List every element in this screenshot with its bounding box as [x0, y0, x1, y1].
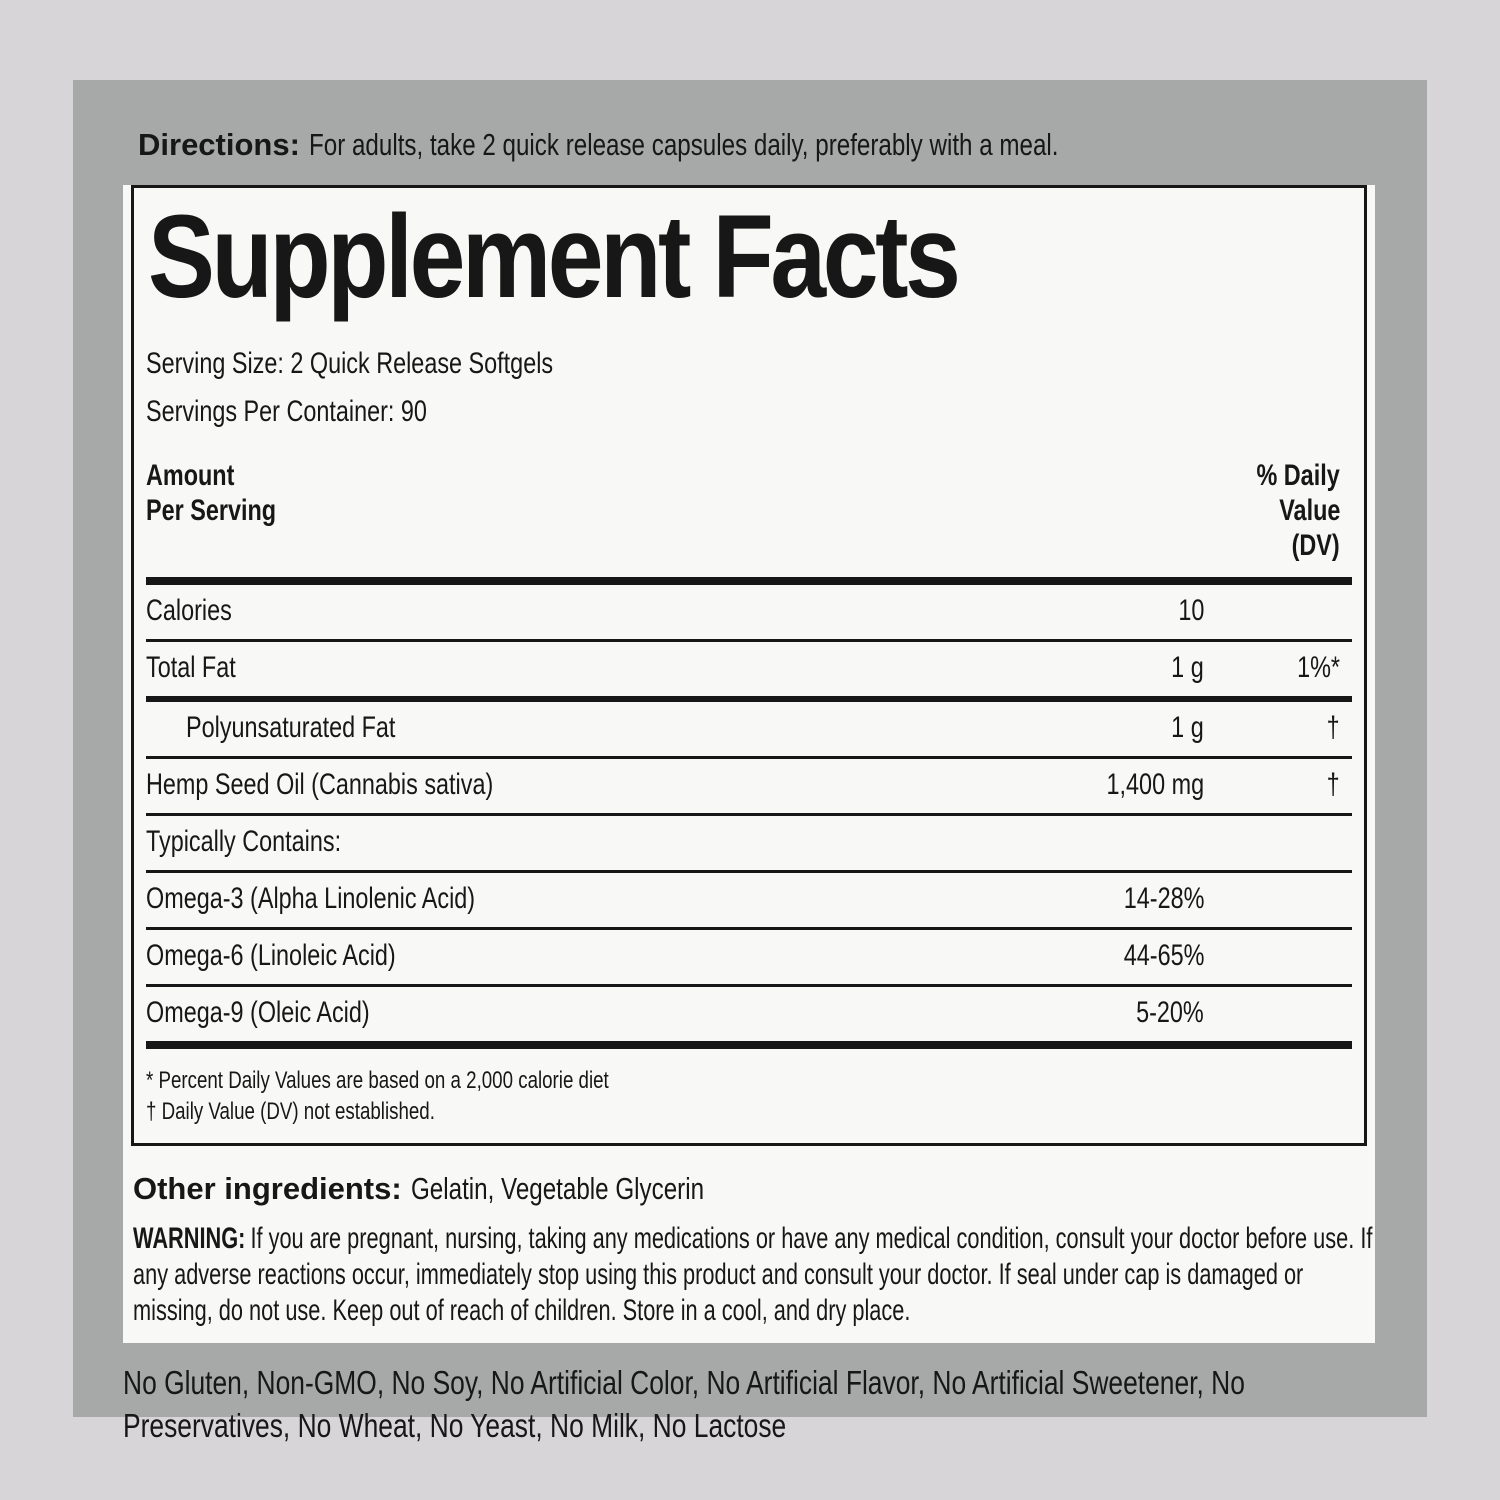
warning-text: If you are pregnant, nursing, taking any medications or have any medical condition, consult your doctor before use. If any adverse reactions occur, immediately stop using this product and consult your doctor. If seal under cap is damaged or missing, do not use. Keep out of reach of children. Store in a cool, and dry place. [133, 1222, 1373, 1327]
white-panel [123, 185, 1375, 1343]
table-row-polyunsaturated-fat: Polyunsaturated Fat 1 g † [186, 711, 1340, 744]
supplement-facts-title: Supplement Facts [148, 191, 958, 323]
directions-text: For adults, take 2 quick release capsules daily, preferably with a meal. [308, 127, 1059, 162]
servings-per-container-line: Servings Per Container: 90 [146, 395, 427, 428]
table-row-omega-3: Omega-3 (Alpha Linolenic Acid) 14-28% [146, 882, 1204, 915]
table-row-hemp-seed-oil: Hemp Seed Oil (Cannabis sativa) 1,400 mg † [146, 768, 1340, 801]
footnote-percent-dv: * Percent Daily Values are based on a 2,000 calorie diet [146, 1067, 609, 1094]
table-divider-thick [146, 1041, 1352, 1049]
label-gray-panel [73, 80, 1427, 1444]
table-row-total-fat: Total Fat 1 g 1%* [146, 651, 1340, 684]
footnotes [146, 1065, 1352, 1127]
table-row-calories: Calories 10 [146, 594, 1204, 627]
other-ingredients-line [133, 1170, 1375, 1207]
warning-label: WARNING: [133, 1222, 246, 1255]
claims-text: No Gluten, Non-GMO, No Soy, No Artificial Color, No Artificial Flavor, No Artificial Sweetener, No Preservatives, No Wheat, No Yeast, No Milk, No Lactose [123, 1364, 1245, 1444]
other-ingredients-text: Gelatin, Vegetable Glycerin [410, 1171, 704, 1206]
supplement-facts-box [131, 185, 1367, 1146]
table-divider-thick [146, 577, 1352, 585]
table-row-omega-6: Omega-6 (Linoleic Acid) 44-65% [146, 939, 1204, 972]
table-row-omega-9: Omega-9 (Oleic Acid) 5-20% [146, 996, 1204, 1029]
table-header [146, 458, 1352, 563]
footnote-dv-not-established: † Daily Value (DV) not established. [146, 1098, 435, 1125]
daily-value-header: % Daily Value (DV) [1256, 459, 1340, 562]
warning-paragraph [133, 1221, 1373, 1329]
directions-line [138, 80, 1427, 163]
serving-size-line: Serving Size: 2 Quick Release Softgels [146, 347, 554, 380]
amount-per-serving-header: Amount Per Serving [146, 459, 277, 527]
directions-label: Directions: [138, 127, 300, 162]
table-row-typically-contains: Typically Contains: [146, 825, 342, 858]
other-ingredients-label: Other ingredients: [133, 1171, 402, 1206]
